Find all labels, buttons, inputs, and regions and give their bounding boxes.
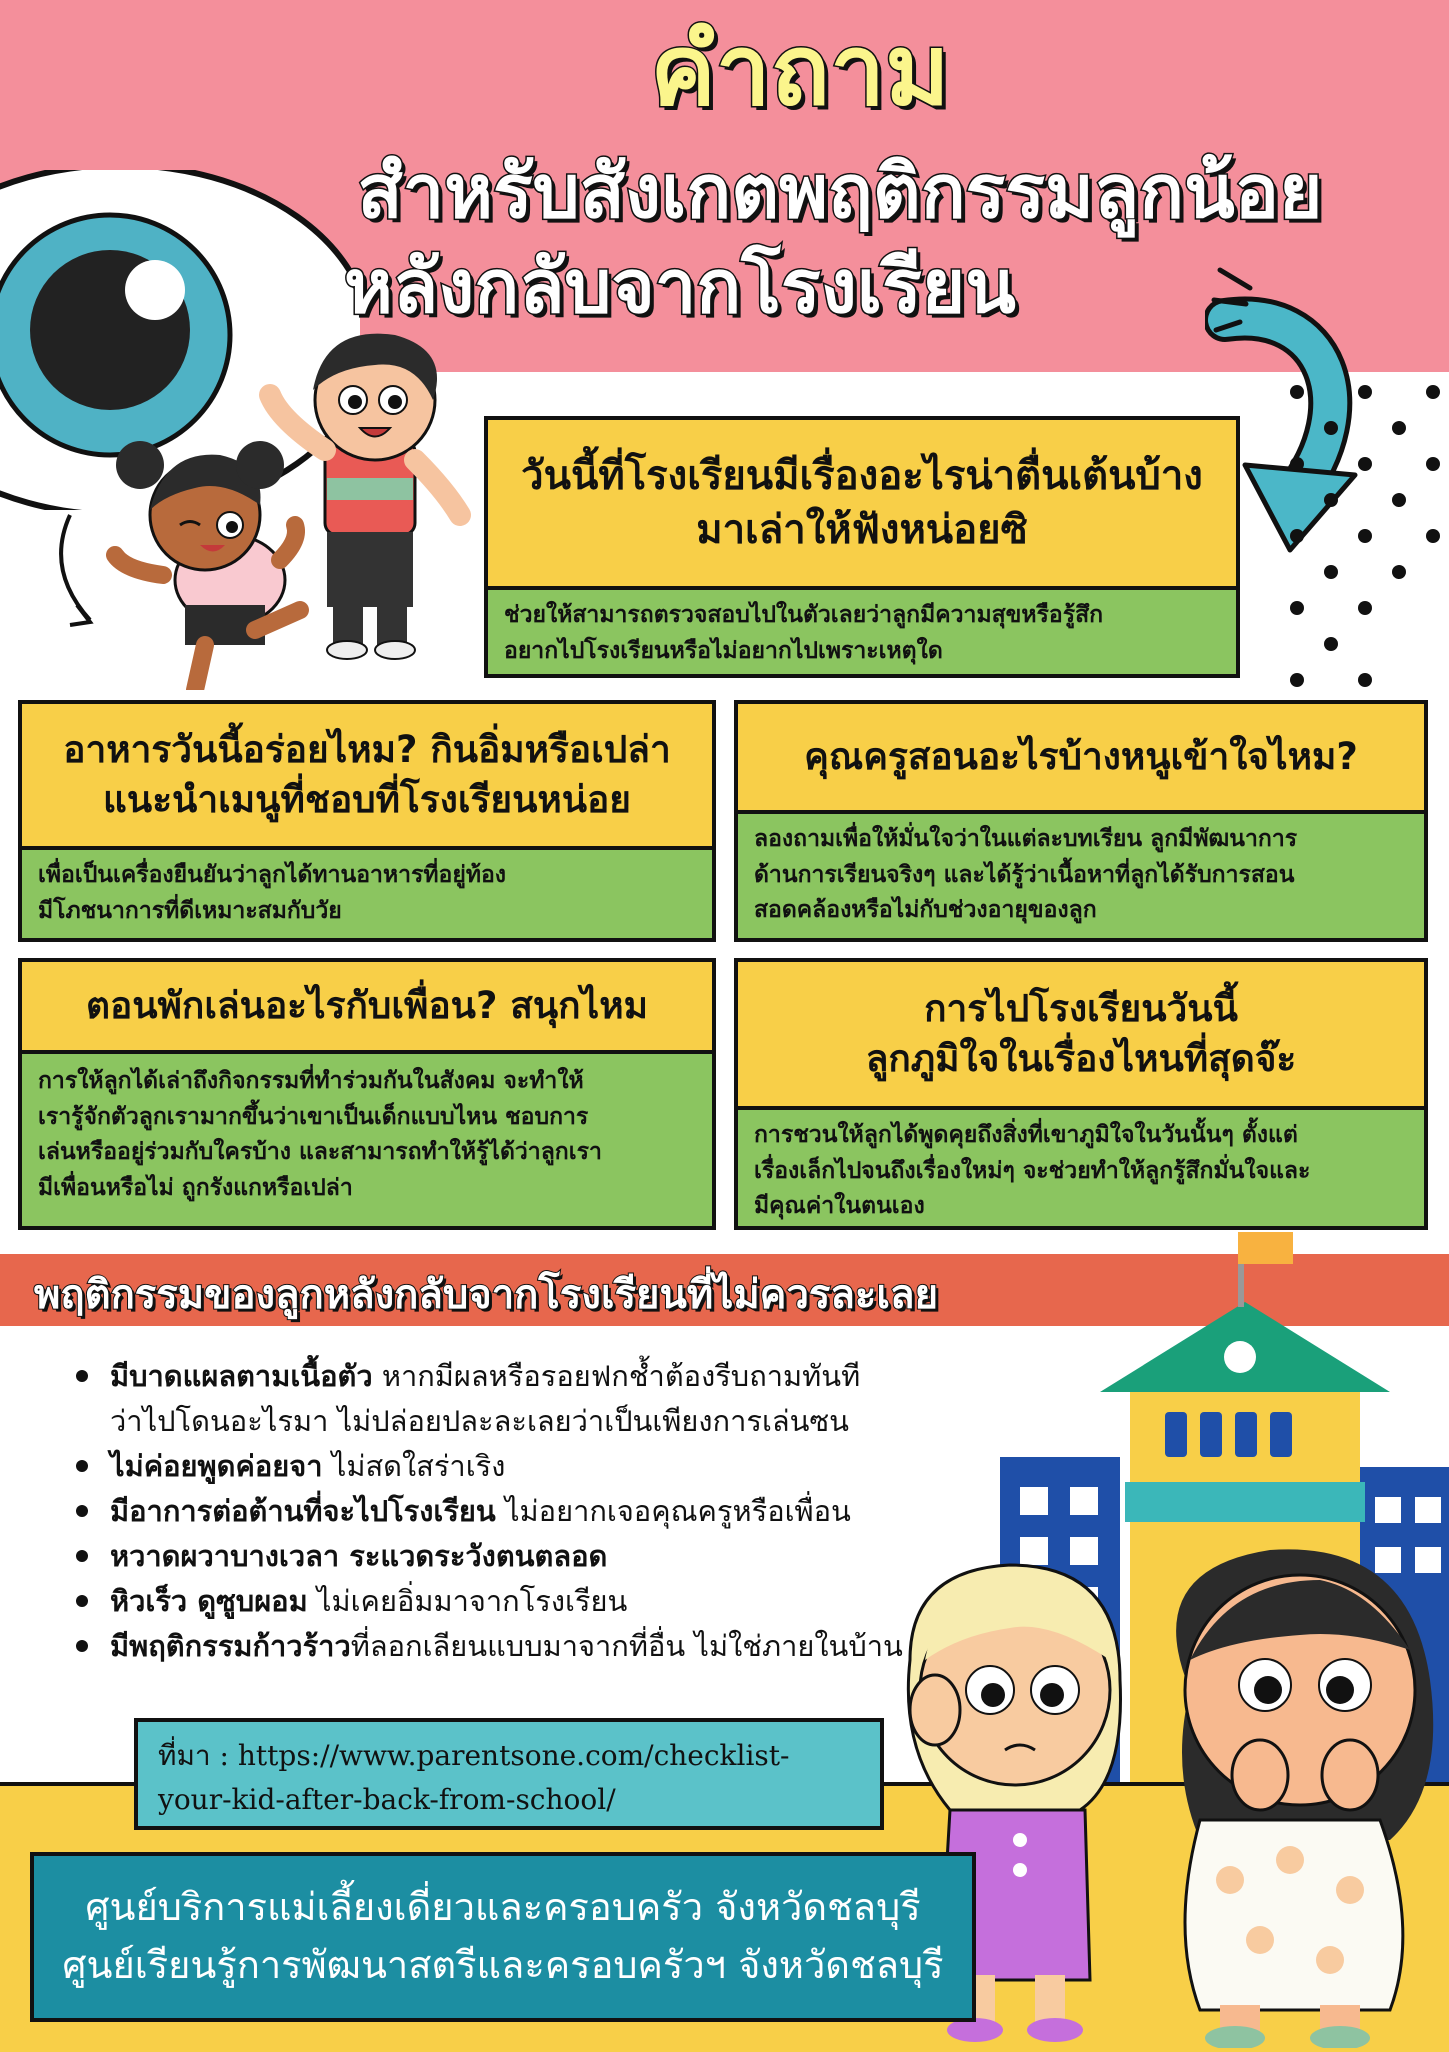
explanation-line-2: ด้านการเรียนจริงๆ และได้รู้ว่าเนื้อหาที่ลูกได้รับการสอน xyxy=(754,861,1295,888)
decorative-dot xyxy=(1290,457,1304,471)
decorative-dot xyxy=(1358,457,1372,471)
behavior-item xyxy=(110,1534,990,1579)
behavior-description-continued: ว่าไปโดนอะไรมา ไม่ปล่อยปละละเลยว่าเป็นเพียงการเล่นซน xyxy=(110,1404,849,1438)
behavior-description: ไม่สดใสร่าเริง xyxy=(322,1449,506,1483)
page-subtitle-line1: สำหรับสังเกตพฤติกรรมลูกน้อย xyxy=(357,149,1323,235)
explanation-line-1: ช่วยให้สามารถตรวจสอบไปในตัวเลยว่าลูกมีความสุขหรือรู้สึก xyxy=(504,602,1104,628)
decorative-dot xyxy=(1392,565,1406,579)
behavior-key-phrase: มีบาดแผลตามเนื้อตัว xyxy=(110,1359,373,1393)
behavior-item xyxy=(110,1444,990,1489)
behavior-description: หากมีผลหรือรอยฟกช้ำต้องรีบถามทันที xyxy=(372,1359,861,1393)
behavior-description: ที่ลอกเลียนแบบมาจากที่อื่น ไม่ใช่ภายในบ้าน xyxy=(350,1629,903,1663)
question-line-2: มาเล่าให้ฟังหน่อยซิ xyxy=(696,507,1028,553)
explanation-line-4: มีเพื่อนหรือไม่ ถูกรังแกหรือเปล่า xyxy=(38,1174,353,1201)
decorative-dot xyxy=(1358,385,1372,399)
explanation-line-3: สอดคล้องหรือไม่กับช่วงอายุของลูก xyxy=(754,897,1097,924)
question-explanation xyxy=(738,1110,1424,1226)
behavior-description: ไม่เคยอิ่มมาจากโรงเรียน xyxy=(307,1584,628,1618)
sparkle-lines-icon xyxy=(1210,260,1270,340)
explanation-line-1: การให้ลูกได้เล่าถึงกิจกรรมที่ทำร่วมกันในสังคม จะทำให้ xyxy=(38,1068,584,1094)
decorative-dot xyxy=(1426,457,1440,471)
decorative-dot xyxy=(1324,493,1338,507)
behavior-key-phrase: มีอาการต่อต้านที่จะไปโรงเรียน xyxy=(110,1494,496,1528)
explanation-line-3: มีคุณค่าในตนเอง xyxy=(754,1193,925,1220)
question-heading xyxy=(22,704,712,850)
question-card-lunch xyxy=(18,700,716,942)
explanation-line-1: การชวนให้ลูกได้พูดคุยถึงสิ่งที่เขาภูมิใจในวันนั้นๆ ตั้งแต่ xyxy=(754,1122,1298,1148)
decorative-dot xyxy=(1324,565,1338,579)
decorative-dot xyxy=(1290,385,1304,399)
source-citation xyxy=(134,1718,884,1830)
source-line-1: ที่มา : https://www.parentsone.com/checklist- xyxy=(158,1739,790,1772)
question-card-proud xyxy=(734,958,1428,1230)
question-line-1: การไปโรงเรียนวันนี้ xyxy=(924,987,1238,1031)
explanation-line-2: เรารู้จักตัวลูกเรามากขึ้นว่าเขาเป็นเด็กแบบไหน ชอบการ xyxy=(38,1103,589,1130)
page-title: คำถาม xyxy=(650,14,950,128)
behavior-key-phrase: ไม่ค่อยพูดค่อยจา xyxy=(110,1449,323,1483)
behavior-item xyxy=(110,1354,990,1444)
explanation-line-2: เรื่องเล็กไปจนถึงเรื่องใหม่ๆ จะช่วยทำให้ลูกรู้สึกมั่นใจและ xyxy=(754,1157,1311,1184)
question-heading: คุณครูสอนอะไรบ้างหนูเข้าใจไหม? xyxy=(738,704,1424,814)
question-heading xyxy=(488,420,1236,590)
behavior-item xyxy=(110,1579,990,1624)
decorative-dot xyxy=(1358,601,1372,615)
source-line-2: your-kid-after-back-from-school/ xyxy=(158,1783,616,1816)
behavior-key-phrase: มีพฤติกรรมก้าวร้าว xyxy=(110,1629,351,1663)
question-card-recess xyxy=(18,958,716,1230)
question-line-1: วันนี้ที่โรงเรียนมีเรื่องอะไรน่าตื่นเต้นบ้าง xyxy=(521,453,1203,499)
explanation-line-1: เพื่อเป็นเครื่องยืนยันว่าลูกได้ทานอาหารที่อยู่ท้อง xyxy=(38,862,507,888)
question-line-2: แนะนำเมนูที่ชอบที่โรงเรียนหน่อย xyxy=(103,778,631,821)
explanation-line-2: อยากไปโรงเรียนหรือไม่อยากไปเพราะเหตุใด xyxy=(504,637,943,664)
explanation-line-1: ลองถามเพื่อให้มั่นใจว่าในแต่ละบทเรียน ลูกมีพัฒนาการ xyxy=(754,826,1298,852)
question-explanation xyxy=(488,590,1236,674)
decorative-dot xyxy=(1392,493,1406,507)
behavior-list xyxy=(70,1354,990,1669)
behavior-item xyxy=(110,1624,990,1669)
question-explanation xyxy=(22,1054,712,1226)
question-explanation xyxy=(738,814,1424,938)
explanation-line-3: เล่นหรืออยู่ร่วมกับใครบ้าง และสามารถทำให้รู้ได้ว่าลูกเรา xyxy=(38,1139,602,1166)
decorative-dot xyxy=(1290,601,1304,615)
dot-pattern-decoration xyxy=(1285,380,1449,710)
decorative-dot xyxy=(1324,637,1338,651)
organization-footer xyxy=(30,1852,976,2022)
page-subtitle-line2: หลังกลับจากโรงเรียน xyxy=(344,244,1016,330)
decorative-dot xyxy=(1426,529,1440,543)
organization-line-1: ศูนย์บริการแม่เลี้ยงเดี่ยวและครอบครัว จังหวัดชลบุรี xyxy=(85,1885,921,1929)
question-card-school-story xyxy=(484,416,1240,678)
question-heading xyxy=(738,962,1424,1110)
behavior-description: ไม่อยากเจอคุณครูหรือเพื่อน xyxy=(495,1494,851,1528)
decorative-dot xyxy=(1392,421,1406,435)
decorative-dot xyxy=(1426,385,1440,399)
organization-line-2: ศูนย์เรียนรู้การพัฒนาสตรีและครอบครัวฯ จังหวัดชลบุรี xyxy=(62,1943,944,1987)
question-line-2: ลูกภูมิใจในเรื่องไหนที่สุดจ๊ะ xyxy=(865,1037,1297,1080)
section-title: พฤติกรรมของลูกหลังกลับจากโรงเรียนที่ไม่ควรละเลย xyxy=(34,1272,939,1318)
decorative-dot xyxy=(1290,673,1304,687)
behavior-key-phrase: หิวเร็ว ดูซูบผอม xyxy=(110,1584,308,1618)
behavior-item xyxy=(110,1489,990,1534)
question-heading: ตอนพักเล่นอะไรกับเพื่อน? สนุกไหม xyxy=(22,962,712,1054)
question-card-teacher xyxy=(734,700,1428,942)
decorative-dot xyxy=(1358,529,1372,543)
explanation-line-2: มีโภชนาการที่ดีเหมาะสมกับวัย xyxy=(38,897,342,924)
question-explanation xyxy=(22,850,712,938)
behavior-key-phrase: หวาดผวาบางเวลา ระแวดระวังตนตลอด xyxy=(110,1539,608,1573)
decorative-dot xyxy=(1324,421,1338,435)
question-line-1: อาหารวันนี้อร่อยไหม? กินอิ่มหรือเปล่า xyxy=(63,728,671,772)
decorative-dot xyxy=(1290,529,1304,543)
waving-children-illustration xyxy=(55,300,485,690)
decorative-dot xyxy=(1358,673,1372,687)
